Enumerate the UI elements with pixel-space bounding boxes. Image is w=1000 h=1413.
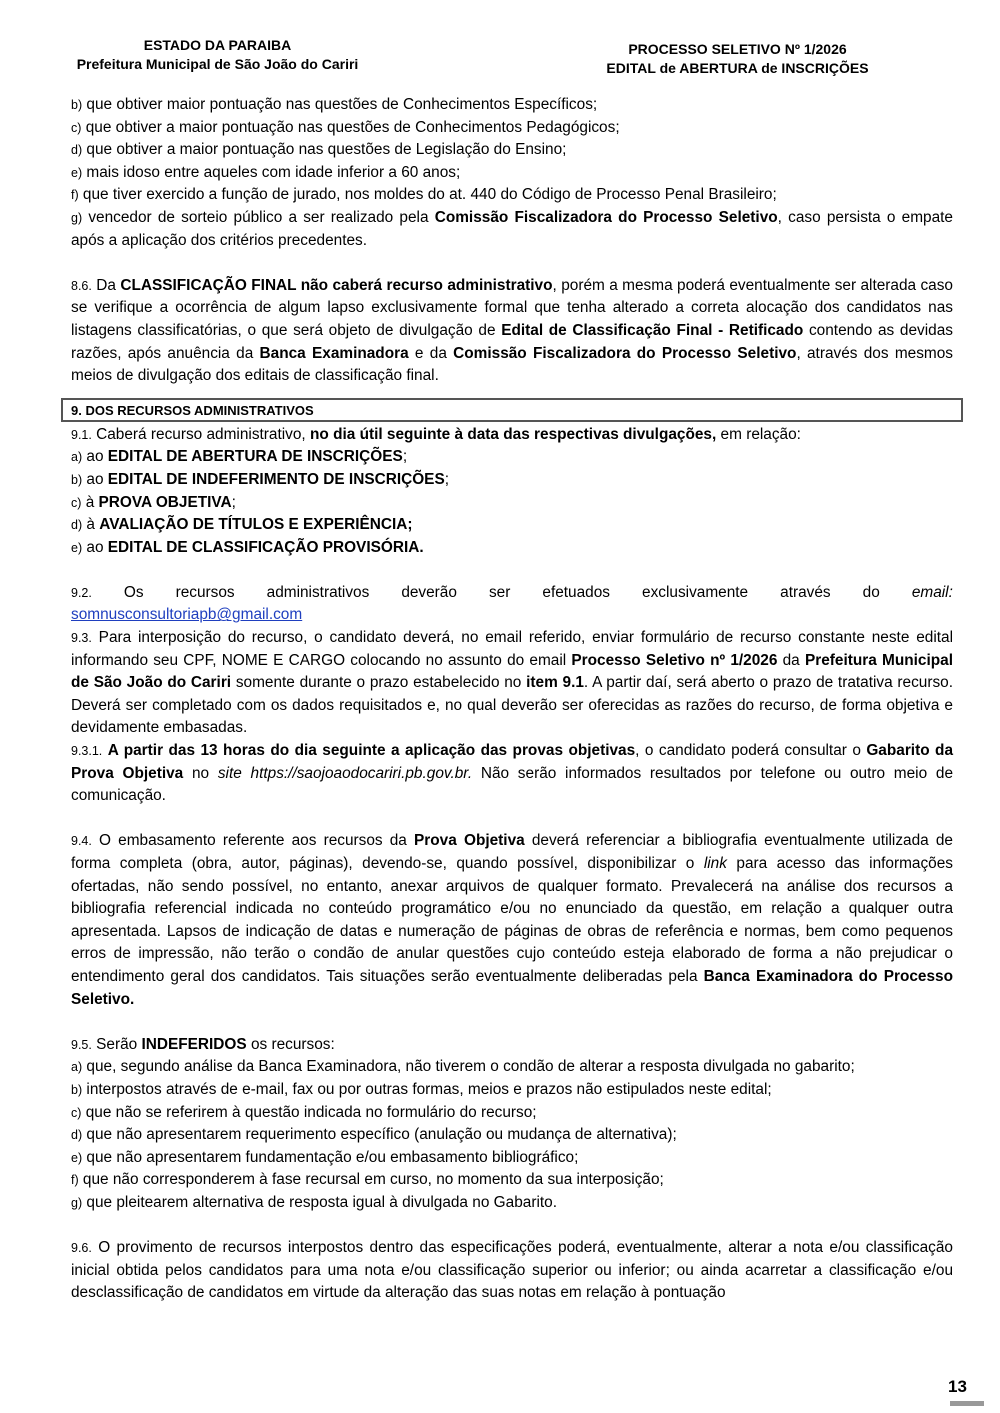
word: do	[862, 583, 880, 601]
paragraph-9-6	[71, 1237, 953, 1305]
list-text: que pleitearem alternativa de resposta igual à divulgada no Gabarito.	[82, 1193, 557, 1211]
bold-run: EDITAL DE INDEFERIMENTO DE INSCRIÇÕES	[107, 470, 445, 488]
bold-run: Banca Examinadora	[259, 344, 409, 362]
paragraph-9-4	[71, 830, 953, 1011]
paragraph-number: 9.5.	[71, 1037, 92, 1052]
list-marker: c)	[71, 1105, 82, 1120]
list-text: que não corresponderem à fase recursal em curso, no momento da sua interposição;	[78, 1171, 664, 1189]
header-prefecture: Prefeitura Municipal de São João do Cariri	[76, 56, 359, 72]
list-marker: a)	[71, 450, 83, 465]
header-state: ESTADO DA PARAIBA	[143, 37, 292, 53]
appeal-item-b	[71, 469, 953, 492]
tiebreak-item-e	[71, 162, 953, 185]
page-number-underline	[950, 1401, 984, 1406]
header-left	[60, 36, 375, 74]
bold-run: EDITAL DE ABERTURA DE INSCRIÇÕES	[107, 448, 403, 466]
list-marker: e)	[71, 540, 83, 555]
bold-run: A partir das 13 horas do dia seguinte a aplicação das provas objetivas	[107, 742, 636, 760]
rejected-item-e	[71, 1147, 953, 1170]
text-run: Caberá recurso administrativo,	[91, 425, 310, 443]
bold-run: Edital de Classificação Final - Retificado	[501, 321, 804, 339]
text-run: ao	[82, 538, 108, 556]
tiebreak-item-f	[71, 184, 953, 207]
list-marker: b)	[71, 472, 83, 487]
rejected-item-b	[71, 1079, 953, 1102]
tiebreak-item-c	[71, 117, 953, 140]
spacer	[71, 559, 953, 582]
text-run: Não serão informados resultados por telefone ou outro meio de comunicação.	[71, 764, 954, 805]
email-label: email:	[911, 583, 953, 601]
bold-run: Processo Seletivo nº 1/2026	[571, 651, 778, 669]
paragraph-9-2-line	[71, 582, 953, 605]
text-run: O provimento de recursos interpostos dentro das especificações poderá, eventualmente, alterar a nota e/ou classificação inicial obtida pelos candidatos para uma nota e/ou classificação superior ou inferior; ou ainda acarretar a classificação e/ou desclassificação de candidatos em virtude da alteração das suas notas em relação à pontuação	[71, 1239, 953, 1302]
text-run: , caso persista o empate após a aplicação dos critérios precedentes.	[71, 208, 953, 249]
text-run: , através dos mesmos meios de divulgação dos editais de classificação final.	[71, 344, 953, 385]
text-run: à	[82, 516, 100, 534]
header-right	[585, 40, 890, 78]
word: Os	[123, 583, 144, 601]
spacer	[71, 1011, 953, 1034]
spacer	[71, 808, 953, 831]
word: efetuados	[542, 583, 610, 601]
word: administrativos	[266, 583, 370, 601]
italic-run: site https://saojoaodocariri.pb.gov.br.	[217, 764, 473, 782]
list-marker: e)	[71, 1150, 83, 1165]
header-process: PROCESSO SELETIVO Nº 1/2026	[628, 41, 847, 57]
rejected-item-c	[71, 1102, 953, 1125]
list-marker: c)	[71, 120, 82, 135]
list-marker: g)	[71, 210, 83, 225]
word: ser	[488, 583, 511, 601]
word: através	[780, 583, 831, 601]
list-marker: f)	[71, 1173, 79, 1188]
list-marker: b)	[71, 1082, 83, 1097]
text-run: . A partir daí, será aberto o prazo de tratativa recurso. Deverá ser completado com os dados requisitados e, no qual deverão ser oferecidas as razões do recurso, de forma objetiva e devidamente embasadas.	[71, 674, 954, 737]
text-run: ao	[82, 470, 108, 488]
text-run: os recursos:	[246, 1035, 335, 1053]
word: deverão	[401, 583, 457, 601]
paragraph-number: 9.6.	[71, 1241, 92, 1256]
list-text: que tiver exercido a função de jurado, nos moldes do at. 440 do Código de Processo Penal Brasileiro;	[78, 186, 777, 204]
text-run: O embasamento referente aos recursos da	[91, 832, 415, 850]
text-run: vencedor de sorteio público a ser realizado pela	[82, 208, 435, 226]
bold-run: Gabarito da Prova Objetiva	[71, 742, 954, 782]
text-run: da	[777, 651, 805, 669]
paragraph-number: 9.2.	[71, 585, 92, 600]
word: recursos	[175, 583, 235, 601]
bold-run: no dia útil seguinte à data das respectivas divulgações,	[309, 425, 717, 443]
bold-run: AVALIAÇÃO DE TÍTULOS E EXPERIÊNCIA;	[99, 516, 413, 534]
text-run: , o candidato poderá consultar o	[635, 742, 867, 760]
paragraph-number: 9.1.	[71, 427, 92, 442]
tiebreak-item-d	[71, 139, 953, 162]
text-run: Da	[91, 276, 121, 294]
list-text: que obtiver a maior pontuação nas questões de Legislação do Ensino;	[82, 141, 567, 159]
list-text: que não se referirem à questão indicada no formulário do recurso;	[81, 1103, 537, 1121]
paragraph-number: 9.3.1.	[71, 744, 103, 759]
list-marker: d)	[71, 143, 83, 158]
header-edital: EDITAL de ABERTURA de INSCRIÇÕES	[606, 60, 869, 76]
list-marker: b)	[71, 98, 83, 112]
text-run: ;	[402, 448, 408, 466]
list-text: que, segundo análise da Banca Examinadora, não tiverem o condão de alterar a resposta divulgada no gabarito;	[82, 1058, 855, 1076]
text-run: à	[81, 493, 99, 511]
spacer	[71, 1215, 953, 1238]
email-link[interactable]: somnusconsultoriapb@gmail.com	[71, 606, 303, 624]
list-text: que obtiver a maior pontuação nas questões de Conhecimentos Pedagógicos;	[81, 118, 620, 136]
paragraph-9-3-1	[71, 740, 953, 808]
bold-run: EDITAL DE CLASSIFICAÇÃO PROVISÓRIA.	[107, 538, 424, 556]
appeal-item-a	[71, 446, 953, 469]
document-body	[71, 94, 953, 1305]
text-run: e da	[408, 344, 454, 362]
word: exclusivamente	[642, 583, 749, 601]
email-line	[71, 604, 953, 627]
bold-run: Comissão Fiscalizadora do Processo Seletivo	[453, 344, 797, 362]
list-marker: a)	[71, 1060, 83, 1075]
rejected-item-f	[71, 1169, 953, 1192]
text-run: contendo as devidas razões, após anuência da	[71, 321, 953, 362]
appeal-item-c	[71, 492, 953, 515]
text-run: Para interposição do recurso, o candidato deverá, no email referido, enviar formulário de recurso constante neste edital informando seu CPF, NOME E CARGO colocando no assunto do email	[71, 629, 953, 669]
list-text: interpostos através de e-mail, fax ou por outras formas, meios e prazos não estipulados neste edital;	[82, 1080, 772, 1098]
bold-run: CLASSIFICAÇÃO FINAL não caberá recurso administrativo	[120, 276, 553, 294]
text-run: deverá referenciar a bibliografia eventualmente utilizada de forma completa (obra, autor, páginas), devendo-se, quando possível, disponibilizar o	[71, 832, 953, 872]
text-run: para acesso das informações ofertadas, não sendo possível, no entanto, anexar arquivos de qualquer formato. Prevalecerá na análise dos recursos a bibliografia referencial indicada no conteúdo programático e/ou no enunciado da questão, em relação a qualquer outra apresentada. Lapsos de indicação de datas e numeração de páginas de obras de referência e normas, bem como pequenos erros de impressão, não terão o condão de anular questões cujo conteúdo esteja elaborado de forma a não prejudicar o entendimento geral dos candidatos. Tais situações serão eventualmente deliberadas pela	[71, 855, 954, 985]
list-text: que obtiver maior pontuação nas questões de Conhecimentos Específicos;	[82, 96, 598, 113]
appeal-item-e	[71, 537, 953, 560]
rejected-item-g	[71, 1192, 953, 1215]
paragraph-9-3	[71, 627, 953, 740]
tiebreak-item-b	[71, 94, 953, 117]
tiebreak-item-g	[71, 207, 953, 252]
italic-run: link	[703, 855, 727, 872]
section-heading-9: 9. DOS RECURSOS ADMINISTRATIVOS	[61, 398, 963, 422]
rejected-item-a	[71, 1056, 953, 1079]
text-run: somente durante o prazo estabelecido no	[231, 674, 527, 692]
list-marker: d)	[71, 1128, 83, 1143]
text-run: no	[183, 764, 218, 782]
bold-run: item 9.1	[526, 674, 584, 692]
paragraph-9-5	[71, 1034, 953, 1057]
bold-run: Banca Examinadora do Processo Seletivo.	[71, 967, 954, 1008]
text-run: , porém a mesma poderá eventualmente ser alterada caso se verifique a ocorrência de algum lapso exclusivamente formal que tenha alterado a correta alocação dos candidatos nas listagens classificatórias, o que será objeto de divulgação de	[71, 276, 953, 339]
text-run: ao	[82, 448, 108, 466]
list-marker: f)	[71, 188, 79, 203]
paragraph-8-6	[71, 275, 953, 388]
paragraph-number: 9.3.	[71, 631, 92, 646]
list-marker: g)	[71, 1195, 83, 1210]
text-run: Serão	[91, 1035, 142, 1053]
bold-run: Prova Objetiva	[414, 832, 525, 850]
list-text: que não apresentarem requerimento específico (anulação ou mudança de alternativa);	[82, 1126, 677, 1144]
spacer	[71, 252, 953, 275]
paragraph-number: 8.6.	[71, 278, 92, 293]
appeal-item-d	[71, 514, 953, 537]
list-text: mais idoso entre aqueles com idade inferior a 60 anos;	[82, 163, 461, 181]
text-run: em relação:	[716, 425, 801, 443]
bold-run: INDEFERIDOS	[141, 1035, 247, 1053]
rejected-item-d	[71, 1124, 953, 1147]
text-run: ;	[444, 470, 449, 488]
list-text: que não apresentarem fundamentação e/ou embasamento bibliográfico;	[82, 1148, 579, 1166]
bold-run: Comissão Fiscalizadora do Processo Seletivo	[434, 208, 778, 226]
paragraph-9-1	[71, 424, 953, 447]
bold-run: PROVA OBJETIVA	[98, 493, 232, 511]
paragraph-number: 9.4.	[71, 834, 92, 849]
list-marker: e)	[71, 165, 83, 180]
page-number: 13	[948, 1377, 967, 1396]
bold-run: Prefeitura Municipal de São João do Cariri	[71, 651, 953, 692]
list-marker: d)	[71, 518, 83, 533]
text-run: ;	[231, 493, 236, 511]
list-marker: c)	[71, 495, 82, 510]
